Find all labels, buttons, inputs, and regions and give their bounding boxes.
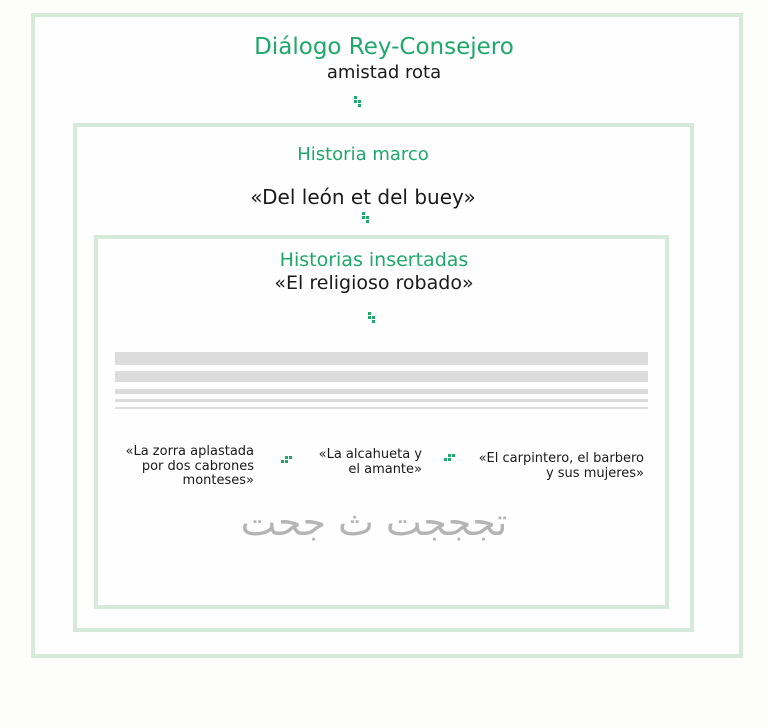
frame-story-heading: Historia marco <box>297 144 429 165</box>
story-line: «El carpintero, el barbero <box>478 451 644 466</box>
branch-icon <box>368 312 380 324</box>
placeholder-bar <box>115 407 648 409</box>
story-line: el amante» <box>348 461 422 477</box>
story-line: por dos cabrones <box>141 458 254 474</box>
story-line: «La zorra aplastada <box>125 444 254 459</box>
diagram-subtitle: amistad rota <box>326 62 442 83</box>
story-line: monteses» <box>182 473 254 488</box>
story-box <box>319 448 422 477</box>
branch-icon <box>362 212 374 224</box>
branch-icon <box>281 456 293 468</box>
placeholder-bar <box>115 371 648 382</box>
frame-story-title: «Del león et del buey» <box>250 185 476 209</box>
placeholder-bar <box>115 352 648 365</box>
placeholder-bar <box>115 399 648 402</box>
inserted-story-title: «El religioso robado» <box>274 272 474 294</box>
branch-icon <box>444 454 456 466</box>
story-line: «La alcahueta y <box>318 447 422 462</box>
story-line: y sus mujeres» <box>545 465 644 481</box>
placeholder-bar <box>115 389 648 394</box>
arabic-text: تجججت ث جحت <box>240 500 508 544</box>
story-box <box>479 452 644 481</box>
branch-icon <box>354 96 366 108</box>
inserted-stories-heading: Historias insertadas <box>279 249 469 271</box>
diagram-title: Diálogo Rey-Consejero <box>254 34 514 60</box>
story-box <box>126 445 254 489</box>
